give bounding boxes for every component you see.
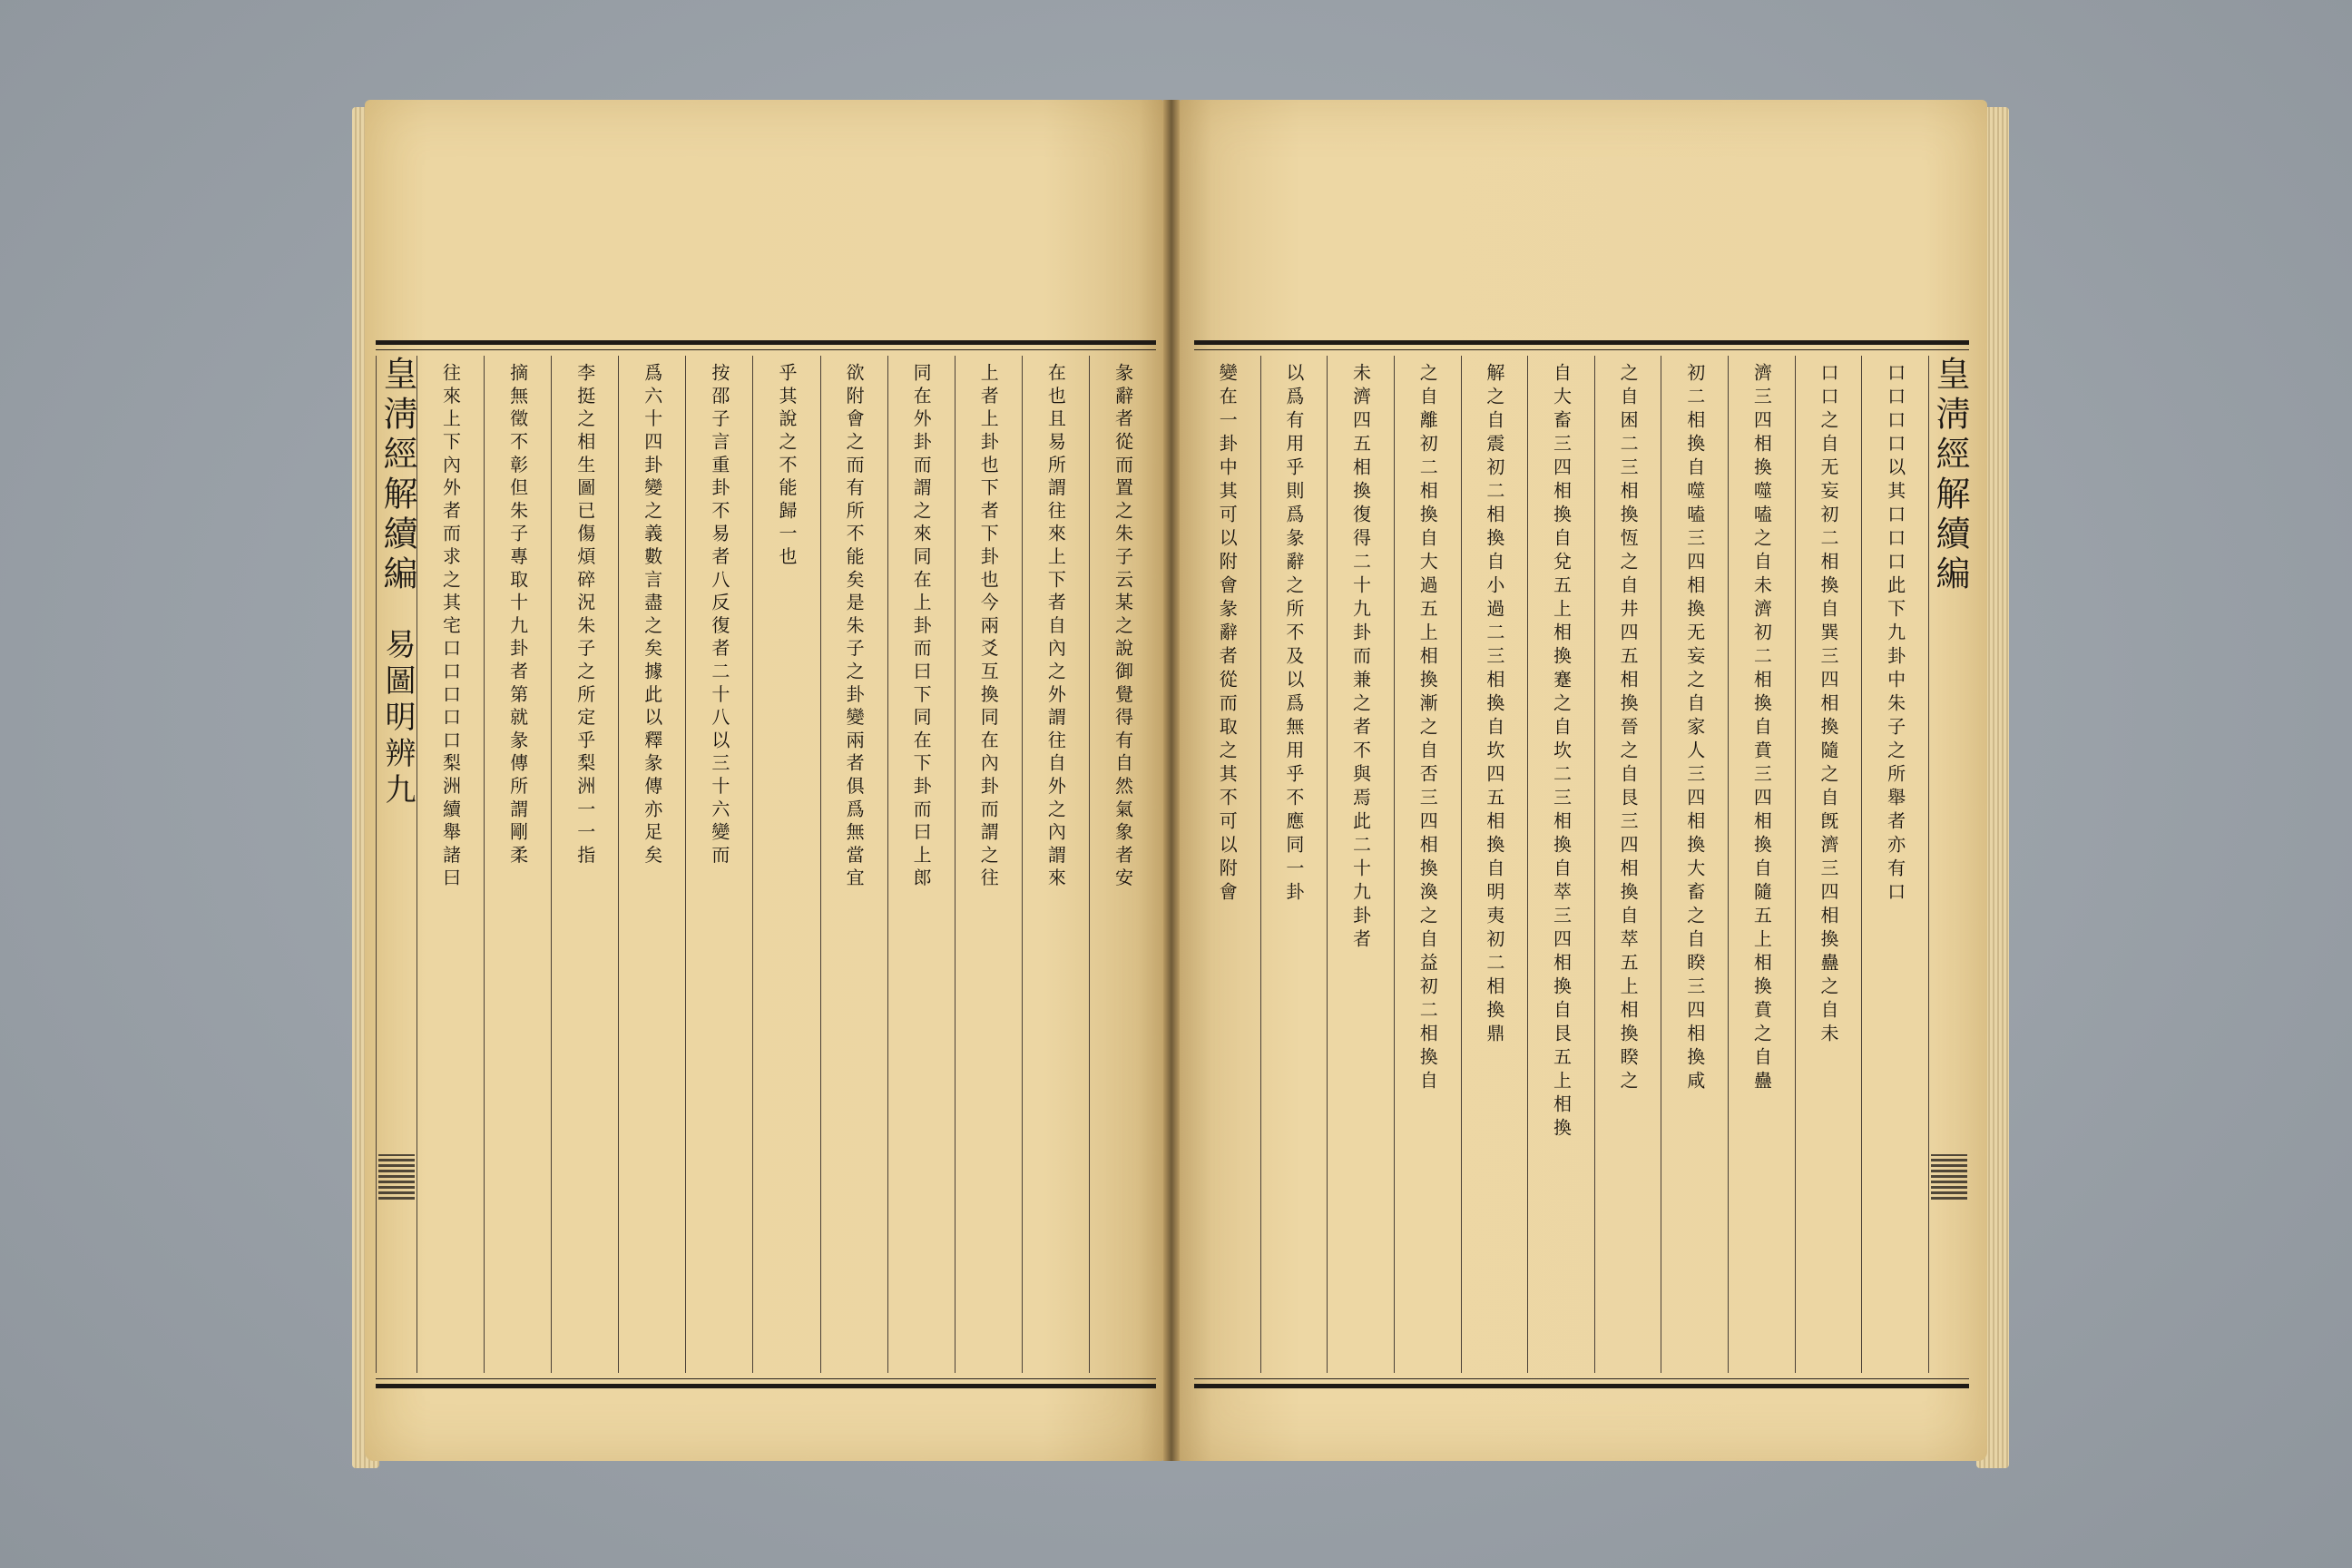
column-text: 欲附會之而有所不能矣是朱子之卦變兩者俱爲無當宜 xyxy=(843,363,866,891)
block-heart-margin xyxy=(376,356,416,1373)
column-text: 李挺之相生圖已傷煩碎況朱子之所定乎梨洲一一指 xyxy=(573,363,596,868)
margin-subtitle: 易圖明辨九 xyxy=(378,628,416,809)
text-column xyxy=(618,356,685,1373)
column-text: 濟三四相換噬嗑之自未濟初二相換自賁三四相換自隨五上相換賁之自蠱 xyxy=(1750,363,1773,1094)
column-text: 口口之自无妄初二相換自巽三四相換隨之自旣濟三四相換蠱之自未 xyxy=(1818,363,1840,1047)
text-column xyxy=(1661,356,1728,1373)
text-column xyxy=(1089,356,1156,1373)
column-text: 上者上卦也下者下卦也今兩爻互換同在內卦而謂之往 xyxy=(977,363,1000,891)
page-number-mark xyxy=(1931,1154,1967,1200)
column-text: 乎其說之不能歸一也 xyxy=(775,363,798,570)
text-column xyxy=(1022,356,1089,1373)
column-text: 彖辭者從而置之朱子云某之說御覺得有自然氣象者安 xyxy=(1112,363,1134,891)
left-page xyxy=(365,100,1163,1461)
column-text: 爲六十四卦變之義數言盡之矣據此以釋彖傳亦足矣 xyxy=(641,363,663,868)
column-text: 初二相換自噬嗑三四相換无妄之自家人三四相換大畜之自睽三四相換咸 xyxy=(1683,363,1706,1094)
margin-title: 皇淸經解續編 xyxy=(1930,356,1970,595)
book-gutter xyxy=(1163,100,1180,1461)
text-column xyxy=(887,356,955,1373)
text-column xyxy=(416,356,484,1373)
text-column xyxy=(484,356,551,1373)
text-column xyxy=(752,356,819,1373)
text-column xyxy=(1394,356,1461,1373)
column-text: 解之自震初二相換自小過二三相換自坎四五相換自明夷初二相換鼎 xyxy=(1483,363,1505,1047)
page-number-mark xyxy=(378,1154,415,1200)
text-column xyxy=(820,356,887,1373)
column-text: 之自離初二相換自大過五上相換漸之自否三四相換渙之自益初二相換自 xyxy=(1416,363,1439,1094)
text-column xyxy=(685,356,752,1373)
right-page-frame xyxy=(1194,340,1969,1388)
text-column xyxy=(1260,356,1328,1373)
column-text: 按邵子言重卦不易者八反復者二十八以三十六變而 xyxy=(708,363,730,868)
column-text: 之自困二三相換恆之自井四五相換晉之自艮三四相換自萃五上相換睽之 xyxy=(1617,363,1640,1094)
text-column xyxy=(1795,356,1862,1373)
text-column xyxy=(1594,356,1661,1373)
text-column xyxy=(1728,356,1795,1373)
text-column xyxy=(955,356,1022,1373)
text-column xyxy=(551,356,618,1373)
column-text: 摘無徵不彰但朱子專取十九卦者第就彖傳所謂剛柔 xyxy=(506,363,529,868)
text-column xyxy=(1861,356,1928,1373)
left-page-frame xyxy=(376,340,1156,1388)
text-column xyxy=(1527,356,1594,1373)
column-text: 在也且易所謂往來上下者自內之外謂往自外之內謂來 xyxy=(1044,363,1067,891)
block-heart-margin xyxy=(1928,356,1969,1373)
text-column xyxy=(1461,356,1528,1373)
column-text: 變在一卦中其可以附會彖辭者從而取之其不可以附會 xyxy=(1216,363,1239,906)
column-text: 口口口口以其口口口此下九卦中朱子之所舉者亦有口 xyxy=(1884,363,1906,906)
text-column xyxy=(1327,356,1394,1373)
column-text: 同在外卦而謂之來同在上卦而曰下同在下卦而曰上郎 xyxy=(910,363,933,891)
open-book xyxy=(352,91,2009,1470)
margin-title: 皇淸經解續編 xyxy=(377,356,417,595)
column-text: 未濟四五相換復得二十九卦而兼之者不與焉此二十九卦者 xyxy=(1349,363,1372,953)
column-text: 往來上下內外者而求之其宅口口口口口梨洲續舉諸曰 xyxy=(439,363,462,891)
column-text: 自大畜三四相換自兌五上相換蹇之自坎二三相換自萃三四相換自艮五上相換 xyxy=(1550,363,1573,1142)
left-page-columns xyxy=(376,356,1156,1373)
column-text: 以爲有用乎則爲彖辭之所不及以爲無用乎不應同一卦 xyxy=(1282,363,1305,906)
right-page-columns xyxy=(1194,356,1969,1373)
text-column xyxy=(1194,356,1260,1373)
right-page xyxy=(1180,100,1987,1461)
